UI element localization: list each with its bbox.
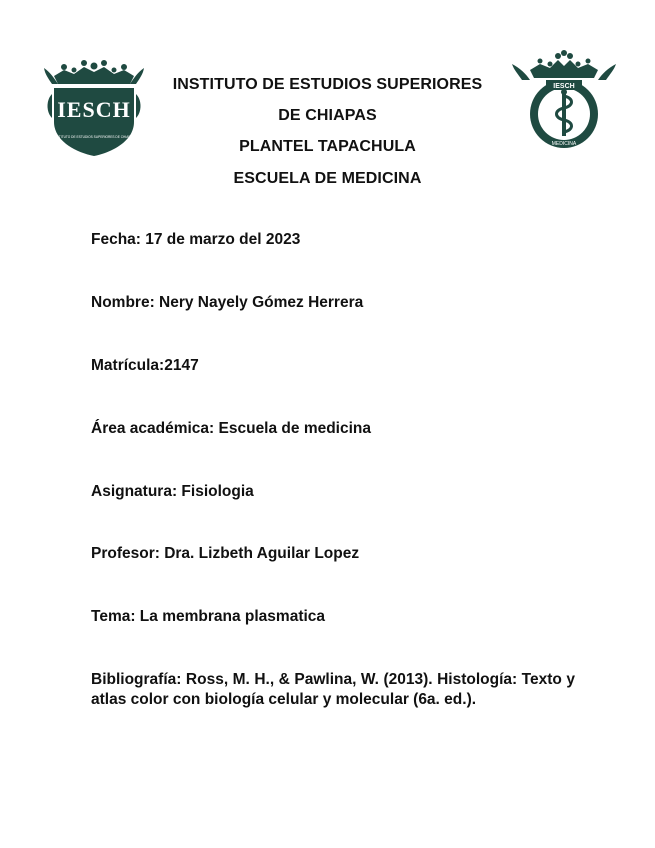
profesor-field: Profesor: Dra. Lizbeth Aguilar Lopez bbox=[91, 545, 360, 562]
caduceus-emblem-icon bbox=[508, 46, 620, 154]
logo-right-ring-text: MEDICINA bbox=[551, 141, 577, 147]
logo-right-text: IESCH bbox=[553, 83, 575, 90]
institution-name-line-2: DE CHIAPAS bbox=[278, 107, 377, 124]
school-name: ESCUELA DE MEDICINA bbox=[233, 170, 422, 187]
bibliografia-field: Bibliografía: Ross, M. H., & Pawlina, W. (2013). Histología: Texto y atlas color con biología celular y molecular (6a. ed.). bbox=[91, 671, 575, 708]
campus-name: PLANTEL TAPACHULA bbox=[239, 138, 416, 155]
nombre-field: Nombre: Nery Nayely Gómez Herrera bbox=[91, 294, 364, 311]
area-academica-field: Área académica: Escuela de medicina bbox=[91, 420, 372, 437]
institution-name-line-1: INSTITUTO DE ESTUDIOS SUPERIORES bbox=[172, 76, 483, 93]
document-header bbox=[0, 0, 655, 200]
logo-left-text: IESCH bbox=[57, 97, 131, 122]
logo-left-ring-text: INSTITUTO DE ESTUDIOS SUPERIORES DE CHIAPAS bbox=[53, 135, 135, 139]
tema-field: Tema: La membrana plasmatica bbox=[91, 608, 326, 625]
fecha-field: Fecha: 17 de marzo del 2023 bbox=[91, 231, 301, 248]
asignatura-field: Asignatura: Fisiologia bbox=[91, 483, 254, 500]
matricula-field: Matrícula:2147 bbox=[91, 357, 199, 374]
medicine-caduceus-logo bbox=[508, 46, 620, 154]
